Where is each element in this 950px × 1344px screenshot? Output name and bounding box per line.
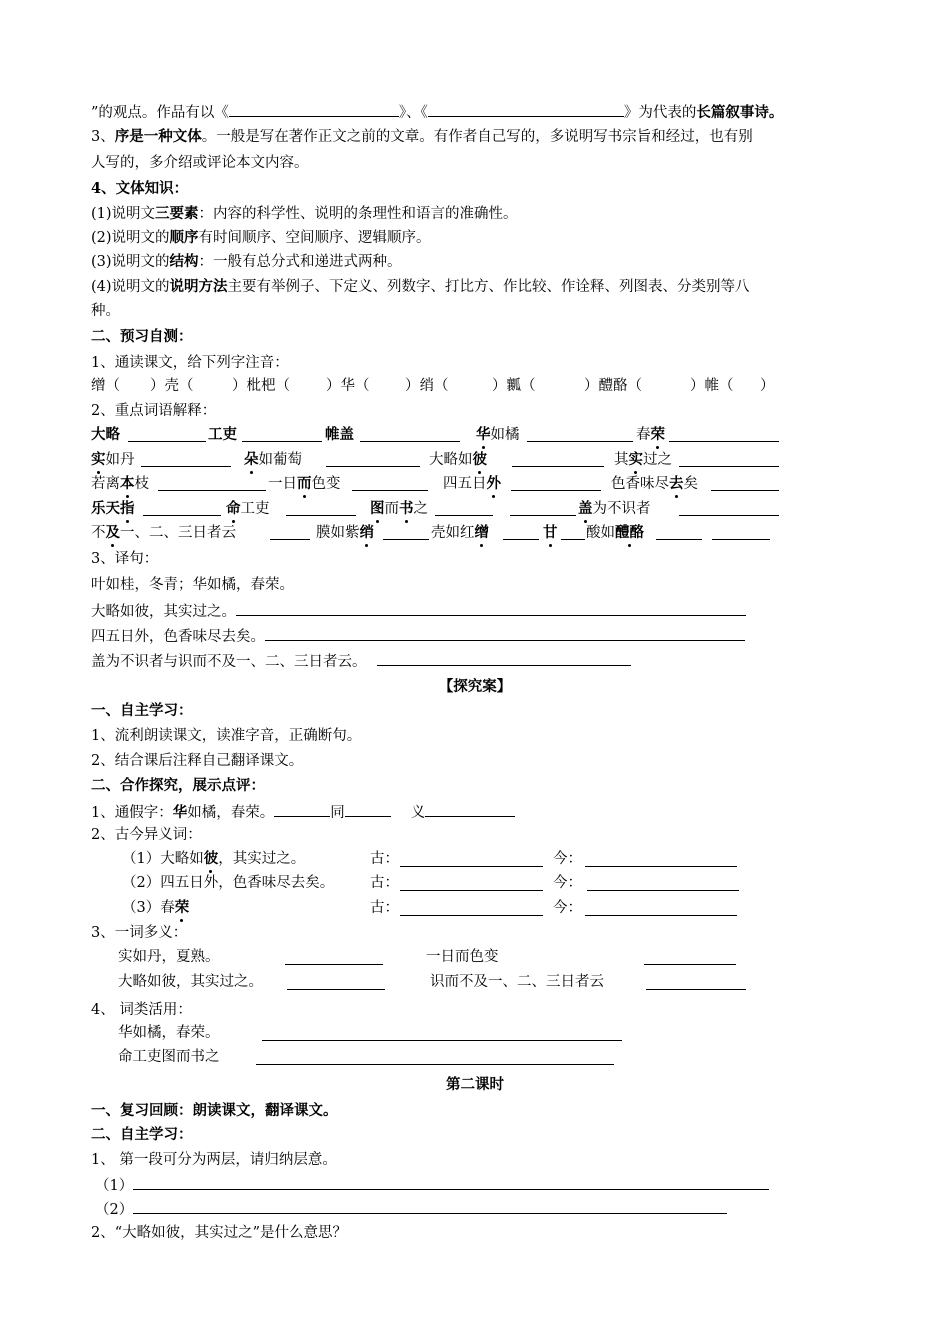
blank-line[interactable]	[274, 801, 330, 817]
vocab-term: 工吏	[208, 426, 237, 443]
vocab-term	[614, 450, 672, 470]
works-text: 》为代表的	[623, 105, 697, 121]
char: ）	[760, 378, 775, 394]
blank-line[interactable]	[585, 900, 737, 916]
label: ，其实过之。	[218, 851, 306, 867]
blank-line[interactable]	[352, 475, 428, 491]
works-line	[91, 101, 783, 121]
label: （1）大略如	[122, 851, 204, 867]
char-text: 如橘	[490, 427, 520, 443]
vocab-term	[636, 425, 665, 445]
dotted-char: 实	[628, 451, 643, 468]
char-text: 如葡萄	[258, 452, 302, 468]
vocab-term	[226, 499, 270, 519]
question: 2、古今异义词：	[91, 827, 202, 843]
char-text: 壳如红	[431, 525, 475, 541]
blank-line[interactable]	[503, 524, 539, 540]
item-text: ：内容的科学性、说明的条理性和语言的准确性。	[198, 206, 518, 222]
item-text: 有时间顺序、空间顺序、逻辑顺序。	[198, 230, 431, 246]
blank-line[interactable]	[679, 451, 779, 467]
vocab-term	[543, 523, 558, 543]
answer-row	[95, 1174, 769, 1194]
task: 1、流利朗读课文，读准字音，正确断句。	[91, 728, 362, 744]
char: ）醴酪（	[584, 378, 642, 394]
number: 3、	[91, 129, 115, 145]
gujin-item	[122, 849, 305, 869]
blank-line[interactable]	[360, 426, 460, 442]
char-text: 工吏	[240, 501, 270, 517]
blank-line[interactable]	[262, 1025, 622, 1041]
char: ）枇杷（	[232, 378, 290, 394]
blank-line[interactable]	[679, 500, 779, 516]
dotted-char: 盖	[578, 500, 593, 517]
question: 2、重点词语解释：	[91, 403, 217, 419]
char-text: 之	[413, 501, 428, 517]
label: 今：	[553, 900, 582, 916]
dotted-char: 缯	[474, 524, 489, 541]
vocab-term: 帷盖	[325, 426, 354, 443]
blank-line[interactable]	[229, 101, 399, 117]
blank-line[interactable]	[400, 851, 543, 867]
dotted-char: 实	[91, 451, 106, 468]
char-text: 不	[91, 525, 106, 541]
gujin-item	[122, 898, 189, 918]
label: 1、通假字：	[91, 805, 173, 821]
section-heading: 第二课时	[446, 1076, 504, 1093]
char-text: 色变	[311, 476, 341, 492]
blank-line[interactable]	[242, 426, 322, 442]
sentence-row	[91, 600, 746, 620]
dotted-char: 华	[476, 426, 491, 443]
char-text: 枝	[134, 476, 149, 492]
dotted-char: 甘	[543, 524, 558, 541]
blank-line[interactable]	[345, 801, 391, 817]
body-text: 。一般是写在著作正文之前的文章。有作者自己写的，多说明写书宗旨和经过，也有别	[201, 129, 753, 145]
sentence: 叶如桂，冬青；华如橘，春荣。	[91, 577, 294, 593]
char-text: 其	[614, 452, 629, 468]
dotted-char: 书	[399, 500, 414, 517]
char: ）瓤（	[492, 378, 536, 394]
item-text: (3)说明文的	[91, 254, 170, 270]
genre-item	[91, 204, 518, 224]
dotted-char: 而	[297, 475, 312, 492]
example: 识而不及一、二、三日者云	[430, 974, 604, 990]
label: 义	[410, 805, 426, 821]
answer-row	[95, 1198, 727, 1218]
vocab-term	[578, 499, 651, 519]
char-text: 乐天	[91, 500, 120, 517]
genre-item	[91, 228, 431, 248]
dotted-char: 及	[105, 524, 120, 541]
char-text: 春	[636, 427, 651, 443]
blank-line[interactable]	[285, 949, 383, 965]
blank-line[interactable]	[656, 524, 702, 540]
blank-line[interactable]	[326, 451, 420, 467]
blank-line[interactable]	[143, 500, 221, 516]
vocab-term	[316, 523, 374, 543]
question: 3、译句：	[91, 551, 159, 567]
blank-line[interactable]	[286, 500, 356, 516]
genre-item	[91, 277, 750, 297]
blank-line[interactable]	[425, 801, 515, 817]
question: 3、一词多义：	[91, 925, 188, 941]
example: 华如橘，春荣。	[118, 1025, 220, 1041]
vocab-term	[586, 523, 644, 543]
blank-line[interactable]	[158, 475, 266, 491]
blank-line[interactable]	[128, 426, 206, 442]
dotted-char: 彼	[203, 850, 219, 867]
blank-line[interactable]	[646, 974, 746, 990]
vocab-term	[429, 450, 487, 470]
item-text: (4)说明文的	[91, 279, 170, 295]
question: 1、通读课文，给下列字注音：	[91, 355, 289, 371]
preface-line-2: 人写的，多介绍或评论本文内容。	[91, 155, 309, 171]
sentence: 盖为不识者与识而不及一、二、三日者云。	[91, 654, 367, 670]
blank-line[interactable]	[561, 524, 585, 540]
vocab-term	[443, 474, 501, 494]
char-text: 如丹	[105, 452, 135, 468]
genre-item-cont: 种。	[91, 303, 120, 319]
vocab-term	[91, 450, 135, 470]
section-title: 4、文体知识：	[91, 180, 189, 197]
blank-line[interactable]	[133, 1198, 727, 1214]
preface-line	[91, 127, 753, 147]
blank-line[interactable]	[287, 974, 385, 990]
blank-line[interactable]	[133, 1174, 769, 1190]
blank-line[interactable]	[511, 475, 601, 491]
dotted-char: 指	[120, 500, 135, 517]
section-title: 一、自主学习：	[91, 702, 193, 719]
works-text: ”的观点。作品有以《	[91, 105, 229, 121]
char-text: 一日	[268, 476, 297, 492]
blank-line[interactable]	[512, 451, 604, 467]
blank-line[interactable]	[400, 875, 543, 891]
bold-term: 顺序	[169, 229, 199, 246]
char-text: 矣	[683, 476, 698, 492]
label: 古：	[370, 875, 399, 891]
item-text: 主要有举例子、下定义、列数字、打比方、作比较、作诠释、列图表、分类别等八	[227, 279, 750, 295]
blank-line[interactable]	[435, 500, 493, 516]
vocab-term	[91, 474, 149, 494]
blank-line[interactable]	[270, 524, 310, 540]
blank-line[interactable]	[587, 875, 739, 891]
char: ）绡（	[405, 378, 449, 394]
section-title: 二、预习自测：	[91, 328, 193, 345]
blank-line[interactable]	[265, 625, 745, 641]
dotted-char: 彼	[472, 451, 487, 468]
question: 1、 第一段可分为两层，请归纳层意。	[91, 1152, 337, 1168]
blank-line[interactable]	[141, 451, 231, 467]
label: （3）春	[122, 900, 175, 916]
label: （1）	[95, 1178, 134, 1194]
bold-term: 三要素	[155, 205, 199, 222]
char-text: 若离	[91, 476, 120, 492]
dotted-char: 命	[226, 500, 241, 517]
vocab-term	[91, 499, 135, 519]
sentence: 大略如彼，其实过之。	[91, 604, 236, 620]
item-text: ：一般有总分式和递进式两种。	[198, 254, 402, 270]
item-text: (2)说明文的	[91, 230, 170, 246]
blank-line[interactable]	[527, 426, 633, 442]
question: 2、“大略如彼，其实过之”是什么意思？	[91, 1225, 348, 1241]
bold-term: 序是一种文体	[114, 128, 202, 145]
vocab-term	[370, 499, 428, 519]
section-heading: 【探究案】	[438, 678, 512, 695]
section-title: 二、合作探究，展示点评：	[91, 777, 265, 794]
section-title: 二、自主学习：	[91, 1126, 193, 1143]
char: 缯（	[91, 378, 120, 394]
vocab-term	[244, 450, 302, 470]
vocab-term	[476, 425, 520, 445]
question: 4、 词类活用：	[91, 1002, 192, 1018]
char: ）帷（	[690, 378, 734, 394]
char-text: 色香味尽	[611, 476, 669, 492]
item-text: (1)说明文	[91, 206, 156, 222]
blank-line[interactable]	[377, 650, 631, 666]
example: 一日而色变	[426, 949, 499, 965]
example: 命工吏图而书之	[118, 1049, 220, 1065]
blank-line[interactable]	[711, 475, 779, 491]
section-title: 一、复习回顾：朗读课文，翻译课文。	[91, 1102, 338, 1119]
dotted-char: 图	[370, 500, 385, 517]
dotted-char: 外	[486, 475, 501, 492]
bold-term: 华	[172, 804, 188, 821]
label: 今：	[553, 875, 582, 891]
dotted-char: 荣	[650, 426, 665, 443]
vocab-term	[431, 523, 489, 543]
blank-line[interactable]	[428, 101, 624, 117]
dotted-char: 朵	[244, 451, 259, 468]
blank-line[interactable]	[669, 426, 779, 442]
example: 大略如彼，其实过之。	[118, 974, 263, 990]
dotted-char: 醴酪	[615, 524, 644, 541]
blank-line[interactable]	[236, 600, 746, 616]
label: 今：	[553, 851, 582, 867]
label: 同	[330, 805, 345, 821]
char-text: 四五日	[443, 476, 487, 492]
blank-line[interactable]	[383, 524, 429, 540]
label: 古：	[370, 851, 399, 867]
label: 古：	[370, 900, 399, 916]
blank-line[interactable]	[400, 900, 543, 916]
works-text: 》、《	[398, 105, 428, 121]
bold-term: 说明方法	[169, 278, 228, 295]
blank-line[interactable]	[510, 500, 576, 516]
dotted-char: 绡	[359, 524, 374, 541]
char-text: 大略如	[429, 452, 473, 468]
blank-line[interactable]	[256, 1049, 614, 1065]
vocab-term: 大略	[91, 426, 120, 443]
char-text: 过之	[643, 452, 672, 468]
label: （2）	[95, 1202, 134, 1218]
bold-term: 结构	[169, 253, 199, 270]
blank-line[interactable]	[712, 524, 770, 540]
dotted-char: 本	[120, 475, 135, 492]
dotted-char: 去	[669, 475, 684, 492]
vocab-term	[611, 474, 698, 494]
blank-line[interactable]	[644, 949, 736, 965]
char-text: 一、二、三日者云	[120, 525, 236, 541]
tongjia-row	[91, 801, 515, 821]
sentence-row	[91, 650, 631, 670]
char-text: 酸如	[586, 525, 615, 541]
task: 2、结合课后注释自己翻译课文。	[91, 753, 304, 769]
gujin-item: （2）四五日外，色香味尽去矣。	[122, 875, 335, 891]
genre-item	[91, 252, 402, 272]
char-text: 而	[384, 501, 399, 517]
sentence: 四五日外，色香味尽去矣。	[91, 629, 265, 645]
sentence-row	[91, 625, 745, 645]
vocab-term	[91, 523, 236, 543]
label: 如橘，春荣。	[187, 805, 275, 821]
example: 实如丹，夏熟。	[118, 949, 220, 965]
char: ）华（	[326, 378, 370, 394]
char: ）壳（	[150, 378, 194, 394]
bold-term: 长篇叙事诗。	[696, 104, 784, 121]
blank-line[interactable]	[585, 851, 737, 867]
char-text: 为不识者	[592, 501, 651, 517]
dotted-char: 荣	[174, 899, 190, 916]
char-text: 膜如紫	[316, 525, 360, 541]
vocab-term	[268, 474, 341, 494]
